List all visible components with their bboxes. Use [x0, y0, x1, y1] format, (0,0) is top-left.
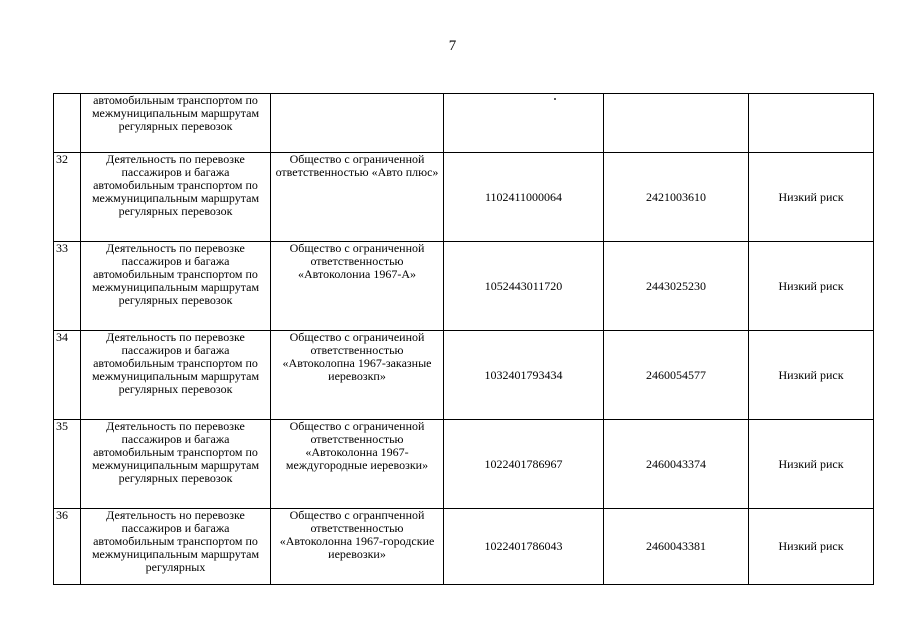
risk-category-cell: Низкий риск — [749, 242, 874, 331]
organization-cell: Общество с ограниченной ответственностью «Авто плюс» — [271, 153, 444, 242]
row-number: 35 — [54, 420, 81, 509]
table-row — [54, 242, 874, 331]
table-row — [54, 94, 874, 153]
ogrn-cell: 1052443011720 — [444, 242, 604, 331]
organization-cell: Общество с ограниченной ответственностью «Автоколониа 1967-А» — [271, 242, 444, 331]
activity-cell: Деятельность по перевозке пассажиров и багажа автомобильным транспортом по межмуниципальным маршрутам регулярных перевозок — [81, 242, 271, 331]
table-row — [54, 331, 874, 420]
organization-cell: Общество с ограничеиной ответственностью «Автоколопна 1967-заказные иеревозкп» — [271, 331, 444, 420]
ogrn-cell — [444, 94, 604, 153]
inn-cell: 2460054577 — [604, 331, 749, 420]
risk-category-cell: Низкий риск — [749, 331, 874, 420]
row-number: 32 — [54, 153, 81, 242]
activity-cell: Деятельность по перевозке пассажиров и багажа автомобильным транспортом по межмуниципальным маршрутам регулярных перевозок — [81, 420, 271, 509]
registry-table — [53, 93, 874, 585]
table-row — [54, 153, 874, 242]
activity-cell: Деятельность по перевозке пассажиров и багажа автомобильным транспортом по межмуниципальным маршрутам регулярных перевозок — [81, 331, 271, 420]
row-number: 34 — [54, 331, 81, 420]
risk-category-cell: Низкий риск — [749, 153, 874, 242]
table-row — [54, 420, 874, 509]
table-row — [54, 509, 874, 585]
row-number: 33 — [54, 242, 81, 331]
risk-category-cell: Низкий риск — [749, 509, 874, 585]
ogrn-cell: 1022401786967 — [444, 420, 604, 509]
inn-cell: 2460043374 — [604, 420, 749, 509]
inn-cell: 2421003610 — [604, 153, 749, 242]
inn-cell: 2460043381 — [604, 509, 749, 585]
organization-cell: Общество с огранпченной ответственностью «Автоколонна 1967-городские иеревозки» — [271, 509, 444, 585]
row-number — [54, 94, 81, 153]
ogrn-cell: 1022401786043 — [444, 509, 604, 585]
row-number: 36 — [54, 509, 81, 585]
risk-category-cell — [749, 94, 874, 153]
ogrn-cell: 1102411000064 — [444, 153, 604, 242]
activity-cell: Деятельность по перевозке пассажиров и багажа автомобильным транспортом по межмуниципальным маршрутам регулярных перевозок — [81, 153, 271, 242]
organization-cell — [271, 94, 444, 153]
organization-cell: Общество с ограниченной ответственностью «Автоколонна 1967-междугородные иеревозки» — [271, 420, 444, 509]
ogrn-cell: 1032401793434 — [444, 331, 604, 420]
inn-cell: 2443025230 — [604, 242, 749, 331]
activity-cell: автомобильным транспортом по межмуниципальным маршрутам регулярных перевозок — [81, 94, 271, 153]
inn-cell — [604, 94, 749, 153]
activity-cell: Деятельность но перевозке пассажиров и багажа автомобильным транспортом по межмуниципальным маршрутам регулярных — [81, 509, 271, 585]
risk-category-cell: Низкий риск — [749, 420, 874, 509]
page-number: 7 — [448, 38, 457, 54]
